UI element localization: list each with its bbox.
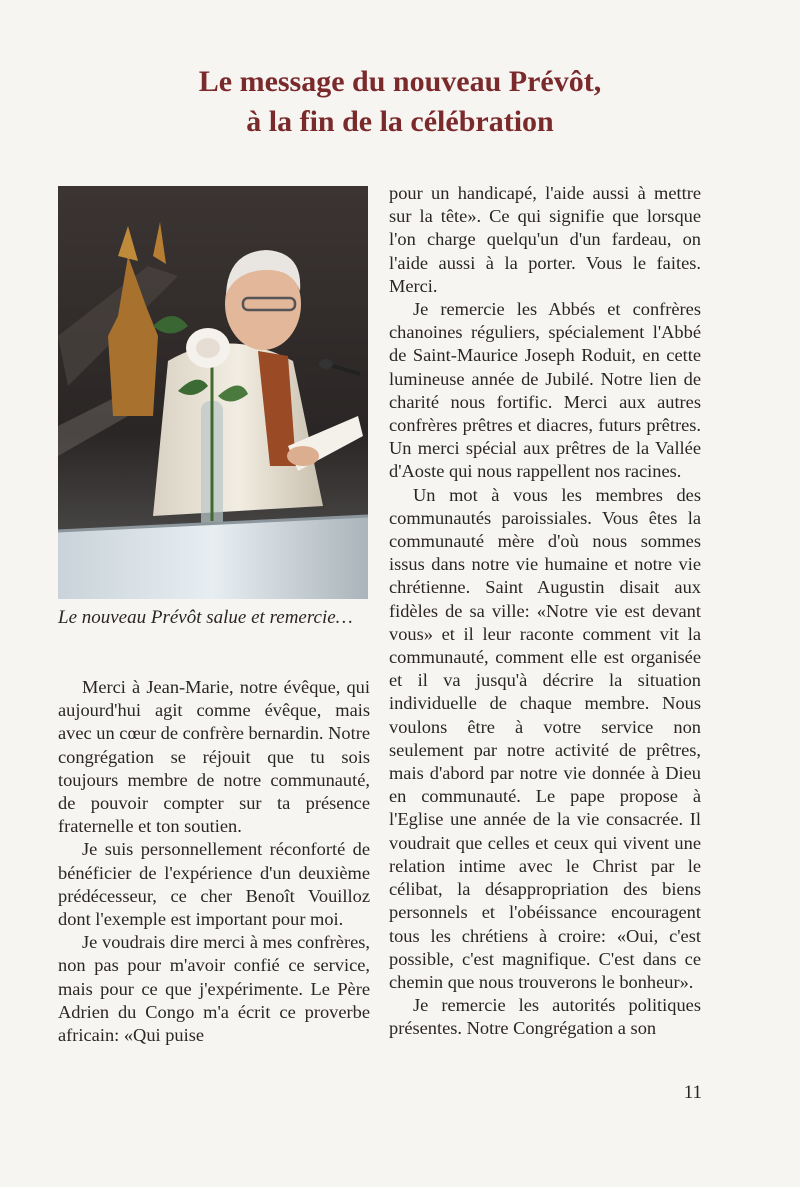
article-title: [0, 62, 800, 142]
right-column: [389, 182, 701, 1041]
title-line-2: à la fin de la célébration: [246, 105, 554, 138]
paragraph: Un mot à vous les membres des communautés paroissiales. Vous êtes la communauté mère d'où nous sommes issus dans notre vie humaine et notre vie chrétienne. Saint Augustin disait aux fidèles de sa ville: «Notre vie est devant vous» et il leur raconte comment vit la communauté, comment elle est organisée et il va jusqu'à décrire la situation individuelle de chaque membre. Nous voulons être à votre service non seulement par notre activité de prêtres, mais d'abord par notre vie donnée à Dieu en communauté. Le pape propose à l'Eglise une année de la vie consacrée. Il voudrait que celles et ceux qui vivent une relation intime avec le Christ par le célibat, la désappropriation des biens personnels et l'obéissance encouragent tous les chrétiens à croire: «Oui, c'est possible, c'est magnifique. C'est dans ce chemin que nous trouverons le bonheur».: [389, 484, 701, 992]
paragraph: Je remercie les Abbés et confrères chanoines réguliers, spécialement l'Abbé de Saint-Maurice Joseph Roduit, en cette lumineuse année de Jubilé. Notre lien de charité nous fortific. Merci aux autres confrères prêtres et diacres, futurs prêtres. Un merci spécial aux prêtres de la Vallée d'Aoste qui nous rappellent nos racines.: [389, 299, 701, 482]
left-column: [58, 676, 370, 1047]
photo-illustration: [58, 186, 368, 599]
paragraph: Je remercie les autorités politiques présentes. Notre Congrégation a son: [389, 995, 701, 1039]
paragraph: Merci à Jean-Marie, notre évêque, qui aujourd'hui agit comme évêque, mais avec un cœur de confrère bernardin. Notre congrégation se réjouit que tu sois toujours membre de notre communauté, de pouvoir compter sur ta présence fraternelle et ton soutien.: [58, 677, 370, 837]
title-line-1: Le message du nouveau Prévôt,: [198, 65, 602, 98]
photo-caption: Le nouveau Prévôt salue et remercie…: [58, 607, 353, 628]
paragraph: Je voudrais dire merci à mes confrères, non pas pour m'avoir confié ce service, mais pour ce que j'expérimente. Le Père Adrien du Congo m'a écrit ce proverbe africain: «Qui puise: [58, 932, 370, 1046]
page-number: 11: [683, 1082, 702, 1103]
photo-provost-speaking: [58, 186, 368, 599]
paragraph: Je suis personnellement réconforté de bénéficier de l'expérience d'un deuxième prédécesseur, ce cher Benoît Vouilloz dont l'exemple est important pour moi.: [58, 839, 370, 930]
paragraph-continuation: pour un handicapé, l'aide aussi à mettre sur la tête». Ce qui signifie que lorsque l'on charge quelqu'un d'un fardeau, on l'aide aussi à la porter. Vous le faites. Merci.: [389, 183, 701, 296]
